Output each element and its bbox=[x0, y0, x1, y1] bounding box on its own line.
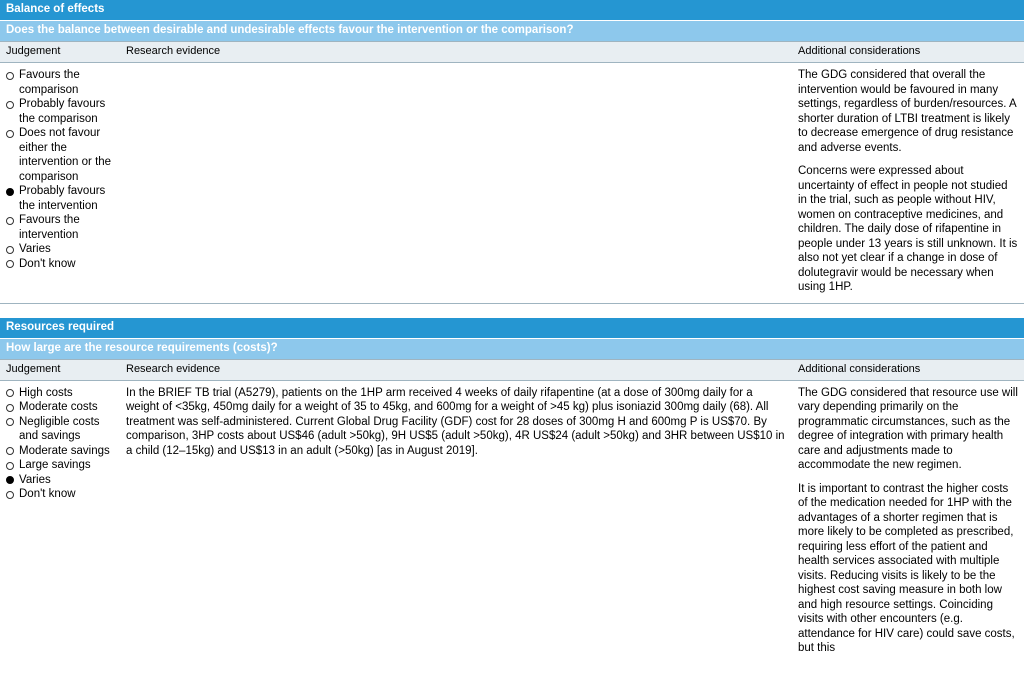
option-label: Negligible costs and savings bbox=[19, 415, 100, 442]
section-question-resources-required: How large are the resource requirements (costs)? bbox=[0, 339, 1024, 359]
column-header-research-evidence: Research evidence bbox=[126, 362, 221, 375]
radio-icon[interactable] bbox=[6, 389, 14, 397]
option-label: Probably favours the intervention bbox=[19, 185, 106, 212]
research-evidence-1 bbox=[120, 63, 792, 303]
radio-icon[interactable] bbox=[6, 491, 14, 499]
consideration-paragraph: It is important to contrast the higher costs of the medication needed for 1HP with the advantages of a shorter regimen that is more likely to be completed as prescribed, requiring less effort of the patient and health services associated with multiple visits. Reducing visits is likely to be the highest cost saving measure in both low and high resource settings. Coinciding visits with other encounters (e.g. attendance for HIV care) could save costs, but this bbox=[798, 482, 1015, 654]
option-label: Varies bbox=[19, 243, 51, 255]
column-header-research-evidence: Research evidence bbox=[126, 45, 221, 57]
list-item[interactable] bbox=[6, 400, 114, 415]
radio-icon-selected[interactable] bbox=[6, 188, 14, 196]
list-item[interactable] bbox=[6, 242, 114, 257]
section-title-balance-of-effects: Balance of effects bbox=[0, 0, 1024, 21]
option-label: High costs bbox=[19, 386, 73, 399]
section-title-resources-required: Resources required bbox=[0, 318, 1024, 339]
list-item[interactable] bbox=[6, 184, 114, 213]
section-question-balance-of-effects: Does the balance between desirable and undesirable effects favour the intervention or the comparison? bbox=[0, 21, 1024, 41]
judgement-options-1 bbox=[0, 63, 120, 303]
section-spacer bbox=[0, 304, 1024, 318]
list-item[interactable] bbox=[6, 126, 114, 184]
radio-icon[interactable] bbox=[6, 418, 14, 426]
list-item[interactable] bbox=[6, 487, 114, 502]
radio-icon[interactable] bbox=[6, 246, 14, 254]
section-body-balance-of-effects bbox=[0, 63, 1024, 303]
radio-icon[interactable] bbox=[6, 260, 14, 268]
column-header-row-2 bbox=[0, 359, 1024, 381]
radio-icon-selected[interactable] bbox=[6, 476, 14, 484]
column-header-additional-considerations: Additional considerations bbox=[798, 45, 921, 57]
radio-icon[interactable] bbox=[6, 404, 14, 412]
section-resources-required bbox=[0, 318, 1024, 658]
list-item[interactable] bbox=[6, 415, 114, 444]
consideration-paragraph: The GDG considered that overall the intervention would be favoured in many settings, regardless of burden/resources. A shorter duration of LTBI treatment is likely to decrease emergence of drug resistance and adverse events. bbox=[798, 69, 1016, 154]
radio-icon[interactable] bbox=[6, 447, 14, 455]
additional-considerations-2 bbox=[792, 381, 1024, 658]
option-label: Large savings bbox=[19, 459, 91, 471]
radio-icon[interactable] bbox=[6, 72, 14, 80]
list-item[interactable] bbox=[6, 68, 114, 97]
additional-considerations-1 bbox=[792, 63, 1024, 303]
option-label: Don't know bbox=[19, 488, 76, 500]
column-header-additional-considerations: Additional considerations bbox=[798, 362, 921, 375]
list-item[interactable] bbox=[6, 473, 114, 488]
column-header-judgement: Judgement bbox=[6, 362, 61, 375]
consideration-paragraph: The GDG considered that resource use will vary depending primarily on the programmatic circumstances, such as the degree of integration with primary health care and adjustments made to accommodate the new regimen. bbox=[798, 386, 1018, 471]
option-label: Don't know bbox=[19, 257, 76, 270]
list-item[interactable] bbox=[6, 458, 114, 473]
column-header-row-1 bbox=[0, 41, 1024, 63]
option-label: Favours the intervention bbox=[19, 214, 80, 241]
list-item[interactable] bbox=[6, 386, 114, 401]
research-evidence-2 bbox=[120, 381, 792, 658]
section-body-resources-required bbox=[0, 381, 1024, 658]
option-label: Varies bbox=[19, 473, 51, 486]
list-item[interactable] bbox=[6, 213, 114, 242]
radio-icon[interactable] bbox=[6, 462, 14, 470]
option-label: Does not favour either the intervention or the comparison bbox=[19, 127, 112, 183]
option-label: Favours the comparison bbox=[19, 69, 80, 96]
option-label: Probably favours the comparison bbox=[19, 98, 106, 125]
list-item[interactable] bbox=[6, 257, 114, 272]
option-label: Moderate savings bbox=[19, 444, 110, 457]
radio-icon[interactable] bbox=[6, 101, 14, 109]
option-label: Moderate costs bbox=[19, 401, 98, 413]
list-item[interactable] bbox=[6, 97, 114, 126]
research-evidence-text: In the BRIEF TB trial (A5279), patients on the 1HP arm received 4 weeks of daily rifapentine (at a dose of 300mg daily for a weight of <35kg, 450mg daily for a weight of 35 to 45kg, and 600mg for a weight of >45 kg) plus isoniazid 300mg daily (68). All treatment was self-administered. Current Global Drug Facility (GDF) cost for 28 doses of 300mg H and 600mg P is US$70. By comparison, 3HP costs about US$46 (adult >50kg), 9H US$5 (adult >50kg), 4R US$24 (adult >50kg) and 3HR between US$10 in a child (12–15kg) and US$13 in an adult (>50kg) [as in August 2019]. bbox=[126, 386, 785, 457]
consideration-paragraph: Concerns were expressed about uncertainty of effect in people not studied in the trial, such as people without HIV, women on contraceptive medicines, and children. The daily dose of rifapentine in people under 13 years is still unknown. It is also not yet clear if a change in dose of dolutegravir would be necessary when using 1HP. bbox=[798, 165, 1018, 293]
radio-icon[interactable] bbox=[6, 130, 14, 138]
section-balance-of-effects bbox=[0, 0, 1024, 304]
radio-icon[interactable] bbox=[6, 217, 14, 225]
column-header-judgement: Judgement bbox=[6, 45, 61, 57]
list-item[interactable] bbox=[6, 444, 114, 459]
judgement-options-2 bbox=[0, 381, 120, 658]
